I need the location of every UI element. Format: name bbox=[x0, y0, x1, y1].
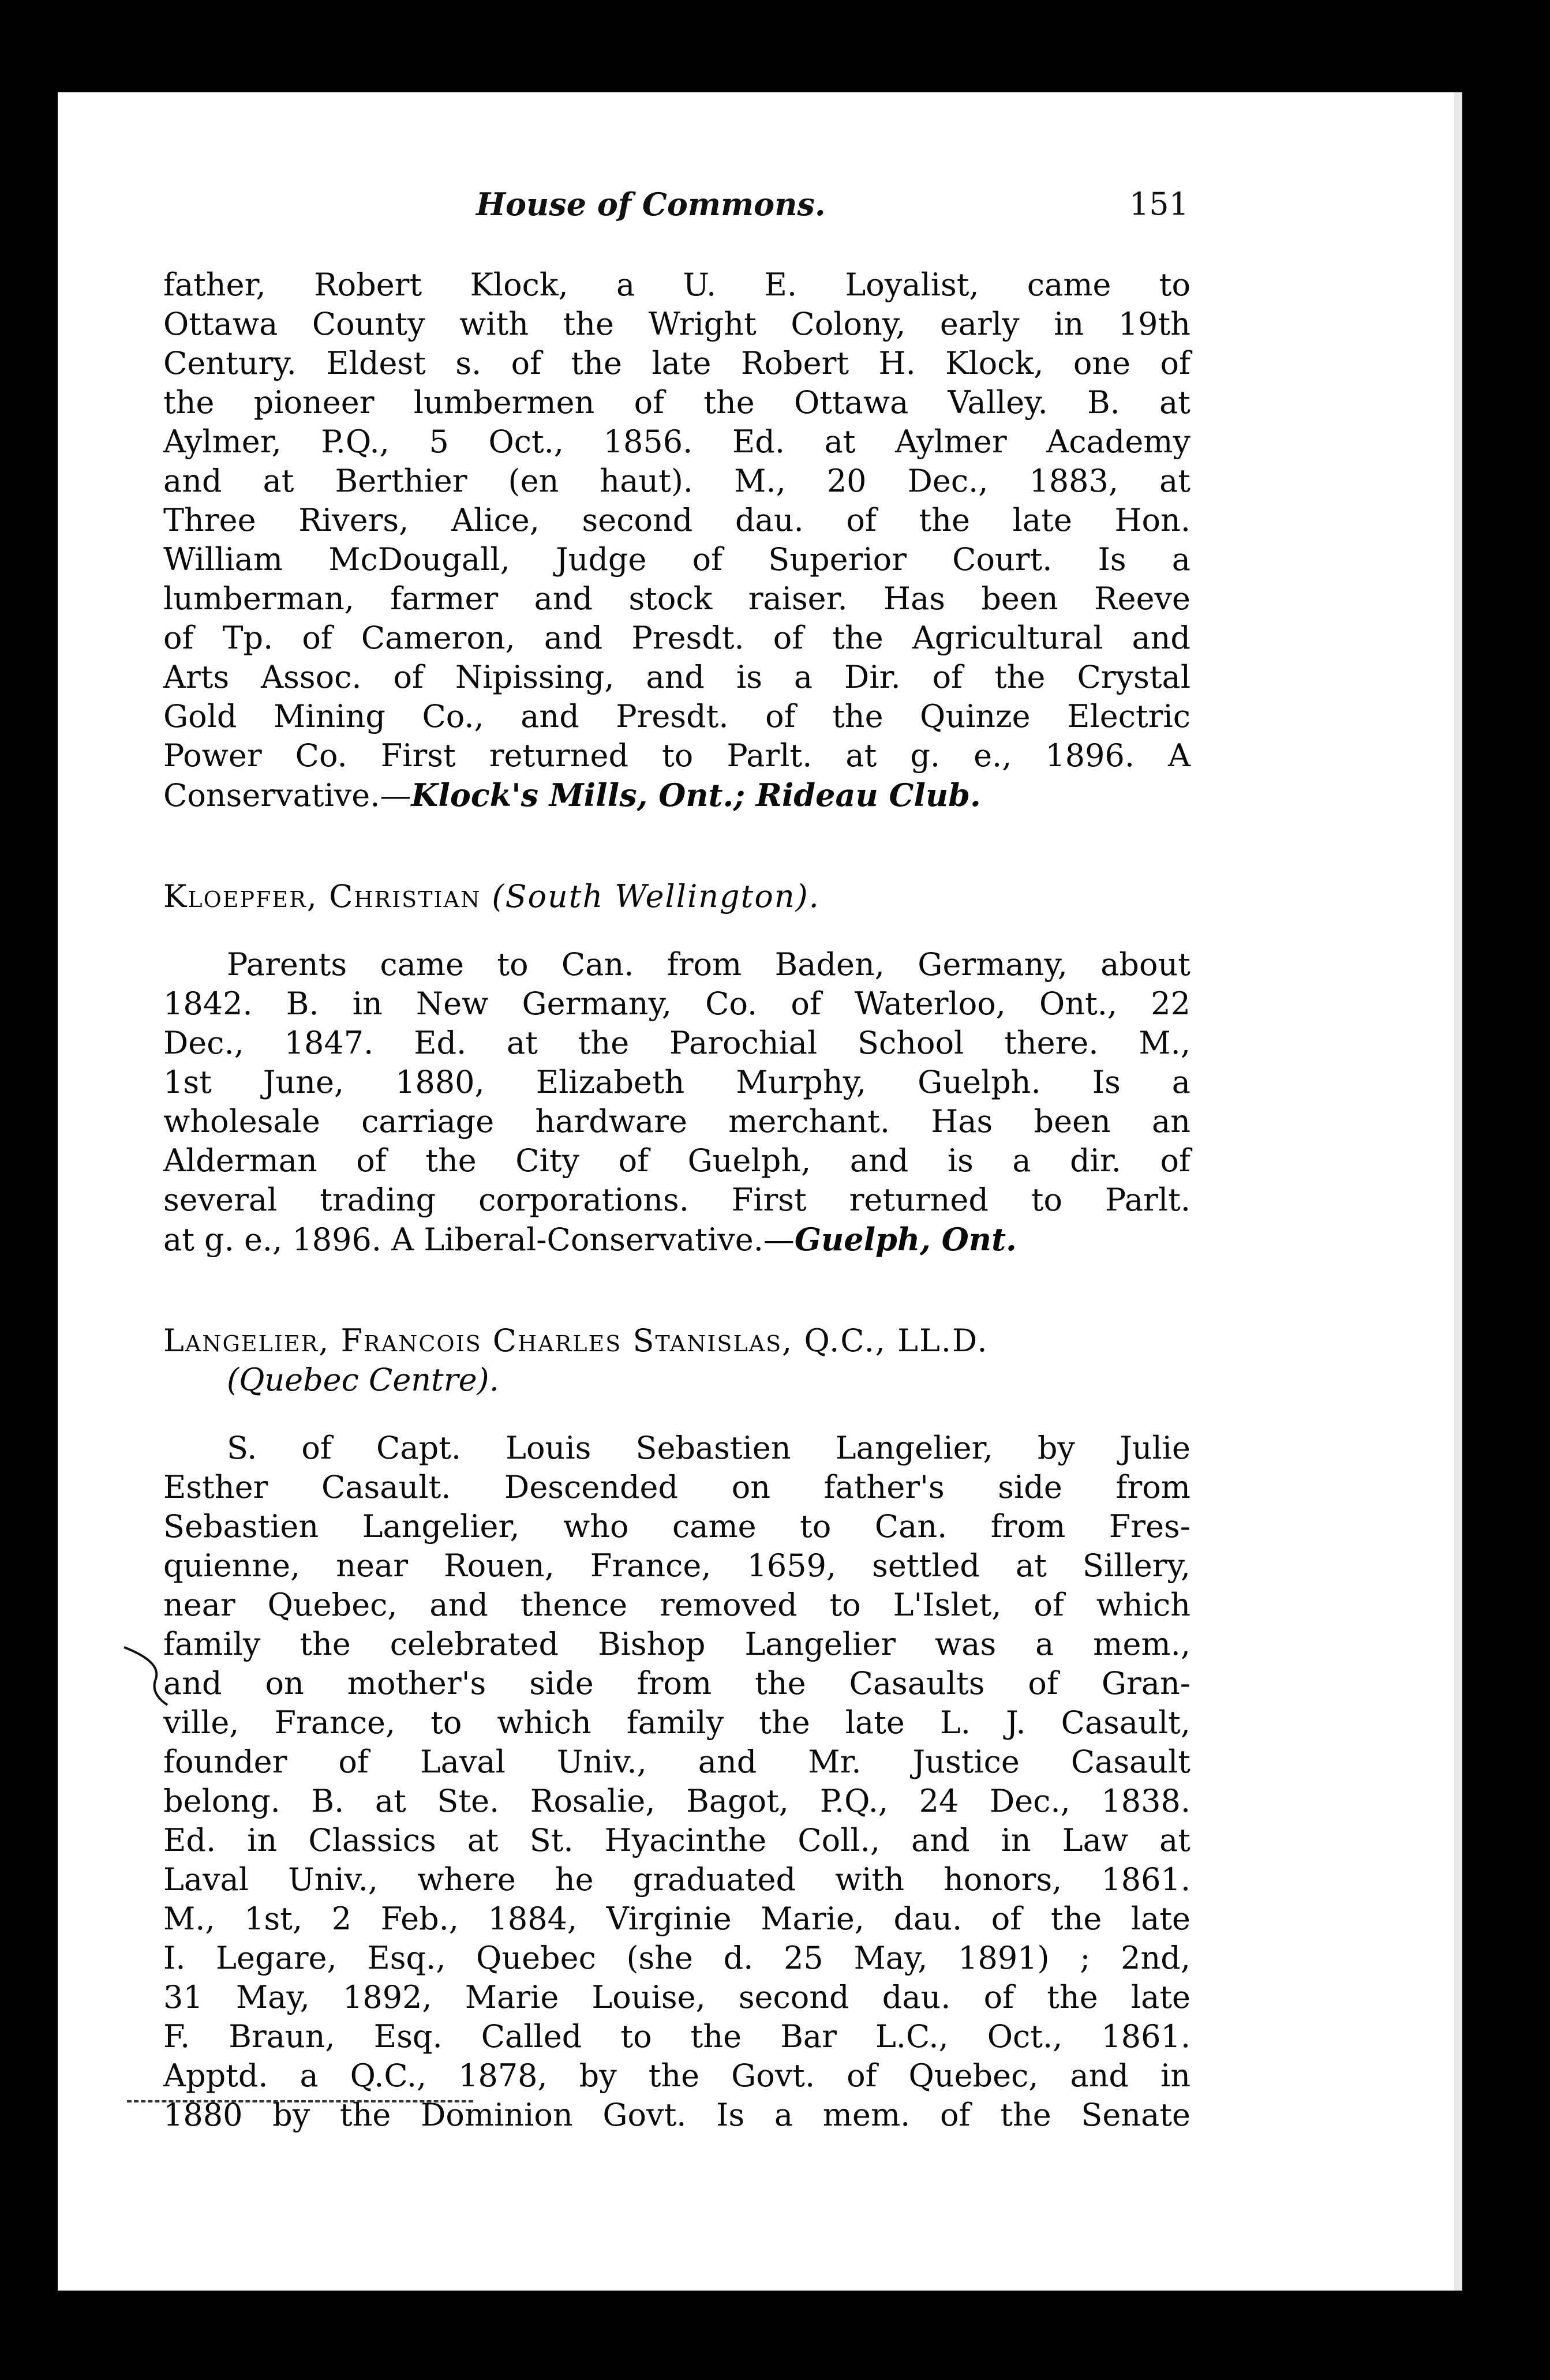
member-name: Kloepfer, Christian bbox=[163, 878, 481, 914]
text-line: 1st June, 1880, Elizabeth Murphy, Guelph. Is a bbox=[163, 1064, 1190, 1100]
entry-kloepfer bbox=[163, 877, 1190, 1259]
margin-bracket-mark bbox=[121, 1644, 173, 1708]
text-line: lumberman, farmer and stock raiser. Has been Reeve bbox=[163, 580, 1190, 617]
constituency: (Quebec Centre). bbox=[227, 1362, 499, 1398]
page-header bbox=[476, 186, 1189, 238]
affiliation-text: Conservative.— bbox=[163, 777, 411, 814]
text-line-last bbox=[163, 775, 1190, 815]
text-line: I. Legare, Esq., Quebec (she d. 25 May, 1891) ; 2nd, bbox=[163, 1940, 1190, 1976]
text-line: Power Co. First returned to Parlt. at g. e., 1896. A bbox=[163, 737, 1190, 774]
address-text: Guelph, Ont. bbox=[794, 1221, 1017, 1258]
text-line: Three Rivers, Alice, second dau. of the late Hon. bbox=[163, 502, 1190, 538]
text-line: 1880 by the Dominion Govt. Is a mem. of the Senate bbox=[163, 2097, 1190, 2133]
text-line: Ottawa County with the Wright Colony, early in 19th bbox=[163, 306, 1190, 342]
text-line: Ed. in Classics at St. Hyacinthe Coll., and in Law at bbox=[163, 1822, 1190, 1858]
text-line: several trading corporations. First returned to Parlt. bbox=[163, 1182, 1190, 1218]
entry-langelier bbox=[163, 1321, 1190, 2135]
text-line: family the celebrated Bishop Langelier was a mem., bbox=[163, 1626, 1190, 1662]
text-line: Laval Univ., where he graduated with honors, 1861. bbox=[163, 1861, 1190, 1898]
text-line: 1842. B. in New Germany, Co. of Waterloo, Ont., 22 bbox=[163, 985, 1190, 1022]
text-line: M., 1st, 2 Feb., 1884, Virginie Marie, dau. of the late bbox=[163, 1901, 1190, 1937]
text-line: wholesale carriage hardware merchant. Has been an bbox=[163, 1103, 1190, 1140]
text-line: and on mother's side from the Casaults of Gran- bbox=[163, 1665, 1190, 1701]
entry-body bbox=[163, 1429, 1190, 2135]
text-line: of Tp. of Cameron, and Presdt. of the Agricultural and bbox=[163, 620, 1190, 656]
member-name: Langelier, Francois Charles Stanislas, Q.C., LL.D. bbox=[163, 1322, 989, 1359]
text-line: the pioneer lumbermen of the Ottawa Valley. B. at bbox=[163, 384, 1190, 421]
text-line: and at Berthier (en haut). M., 20 Dec., 1883, at bbox=[163, 463, 1190, 499]
text-line: Arts Assoc. of Nipissing, and is a Dir. of the Crystal bbox=[163, 659, 1190, 695]
text-line: Dec., 1847. Ed. at the Parochial School there. M., bbox=[163, 1025, 1190, 1061]
text-line: Parents came to Can. from Baden, Germany, about bbox=[227, 946, 1190, 983]
text-line: ville, France, to which family the late L. J. Casault, bbox=[163, 1704, 1190, 1741]
text-line: father, Robert Klock, a U. E. Loyalist, came to bbox=[163, 267, 1190, 303]
text-line: Esther Casault. Descended on father's side from bbox=[163, 1469, 1190, 1505]
text-line: Aylmer, P.Q., 5 Oct., 1856. Ed. at Aylmer Academy bbox=[163, 423, 1190, 460]
text-line: quienne, near Rouen, France, 1659, settled at Sillery, bbox=[163, 1547, 1190, 1584]
entry-heading bbox=[163, 1321, 1190, 1360]
entry-heading bbox=[163, 877, 1190, 916]
text-line: Alderman of the City of Guelph, and is a dir. of bbox=[163, 1142, 1190, 1179]
text-line: F. Braun, Esq. Called to the Bar L.C., Oct., 1861. bbox=[163, 2018, 1190, 2055]
address-text: Klock's Mills, Ont.; Rideau Club. bbox=[411, 777, 981, 814]
entry-klock-continued bbox=[163, 265, 1190, 815]
text-line: Century. Eldest s. of the late Robert H. Klock, one of bbox=[163, 345, 1190, 381]
entry-body bbox=[163, 945, 1190, 1259]
text-line: William McDougall, Judge of Superior Court. Is a bbox=[163, 541, 1190, 578]
text-line: Gold Mining Co., and Presdt. of the Quinze Electric bbox=[163, 698, 1190, 734]
text-line: belong. B. at Ste. Rosalie, Bagot, P.Q., 24 Dec., 1838. bbox=[163, 1783, 1190, 1819]
bottom-rule bbox=[127, 2100, 473, 2102]
text-line: near Quebec, and thence removed to L'Islet, of which bbox=[163, 1587, 1190, 1623]
text-line: 31 May, 1892, Marie Louise, second dau. of the late bbox=[163, 1979, 1190, 2015]
text-line: Sebastien Langelier, who came to Can. from Fres- bbox=[163, 1508, 1190, 1545]
text-line: S. of Capt. Louis Sebastien Langelier, by Julie bbox=[227, 1430, 1190, 1466]
text-line-last bbox=[163, 1220, 1190, 1259]
page-number: 151 bbox=[1129, 186, 1189, 222]
affiliation-text: at g. e., 1896. A Liberal-Conservative.— bbox=[163, 1221, 795, 1258]
text-line: Apptd. a Q.C., 1878, by the Govt. of Quebec, and in bbox=[163, 2057, 1190, 2094]
page-content bbox=[163, 265, 1190, 2135]
text-line: founder of Laval Univ., and Mr. Justice Casault bbox=[163, 1744, 1190, 1780]
constituency: (South Wellington). bbox=[492, 878, 820, 914]
running-title: House of Commons. bbox=[476, 186, 826, 223]
